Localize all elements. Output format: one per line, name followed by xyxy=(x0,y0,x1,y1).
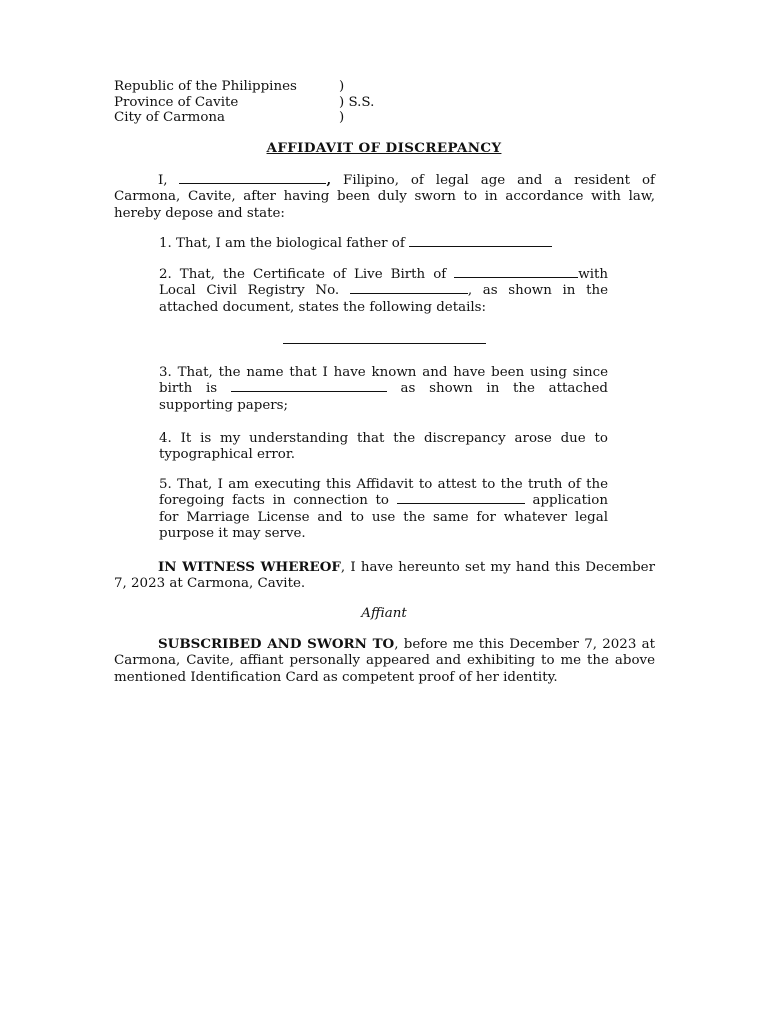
item-one-text: 1. That, I am the biological father of xyxy=(159,236,405,251)
child-name-blank[interactable] xyxy=(409,245,552,247)
venue-paren: ) xyxy=(339,79,345,94)
item-five-text-a: 5. That, I am executing this Affidavit to attest to the truth of the foregoing facts in connection to xyxy=(159,477,608,509)
document-title: AFFIDAVIT OF DISCREPANCY xyxy=(266,140,502,156)
venue-country: Republic of the Philippines xyxy=(114,79,297,94)
venue-city: City of Carmona xyxy=(114,110,226,126)
item-two-text-c: , as shown in the attached document, states the following details: xyxy=(159,283,609,315)
affiant-name-blank[interactable] xyxy=(179,182,326,184)
venue-province: Province of Cavite xyxy=(114,94,239,110)
birth-certificate-name-blank[interactable] xyxy=(454,276,578,278)
venue-paren: ) xyxy=(339,110,345,126)
affiant-label: Affiant xyxy=(361,606,407,621)
details-blank-line[interactable] xyxy=(283,343,486,344)
venue-row xyxy=(114,110,414,126)
venue-ss: ) S.S. xyxy=(339,94,375,110)
intro-comma: , xyxy=(326,172,332,188)
subscribed-text: , before me this December 7, 2023 at Carmona, Cavite, affiant personally appeared and exhibiting to me the above mentioned Identification Card as competent proof of her identity. xyxy=(114,637,655,685)
subscribed-heading: SUBSCRIBED AND SWORN TO xyxy=(158,636,395,652)
item-one xyxy=(159,236,608,252)
application-party-blank[interactable] xyxy=(397,502,525,504)
item-three xyxy=(159,365,608,414)
witness-text: , I have hereunto set my hand this December 7, 2023 at Carmona, Cavite. xyxy=(114,560,655,592)
subscribed-paragraph xyxy=(114,636,655,686)
item-two xyxy=(159,267,608,316)
known-name-blank[interactable] xyxy=(231,390,387,392)
item-three-text-a: 3. That, the name that I have known and have been using since birth is xyxy=(159,365,608,397)
intro-lead: I, xyxy=(158,173,168,188)
venue-row xyxy=(114,79,414,95)
item-two-text-a: 2. That, the Certificate of Live Birth of xyxy=(159,267,447,282)
intro-rest: Filipino, of legal age and a resident of Carmona, Cavite, after having been duly sworn to in accordance with law, hereby depose and state: xyxy=(114,173,655,221)
witness-heading: IN WITNESS WHEREOF xyxy=(158,559,341,575)
intro-paragraph xyxy=(114,172,655,222)
item-five-text-b: application for Marriage License and to use the same for whatever legal purpose it may serve. xyxy=(159,493,608,541)
item-three-text-b: as shown in the attached supporting papers; xyxy=(159,381,609,413)
registry-number-blank[interactable] xyxy=(350,292,468,294)
item-four: 4. It is my understanding that the discrepancy arose due to typographical error. xyxy=(159,431,608,463)
venue-block xyxy=(114,79,414,126)
item-two-text-b: with Local Civil Registry No. xyxy=(159,267,608,299)
item-five xyxy=(159,477,608,542)
venue-row xyxy=(114,95,414,111)
witness-paragraph xyxy=(114,559,655,593)
